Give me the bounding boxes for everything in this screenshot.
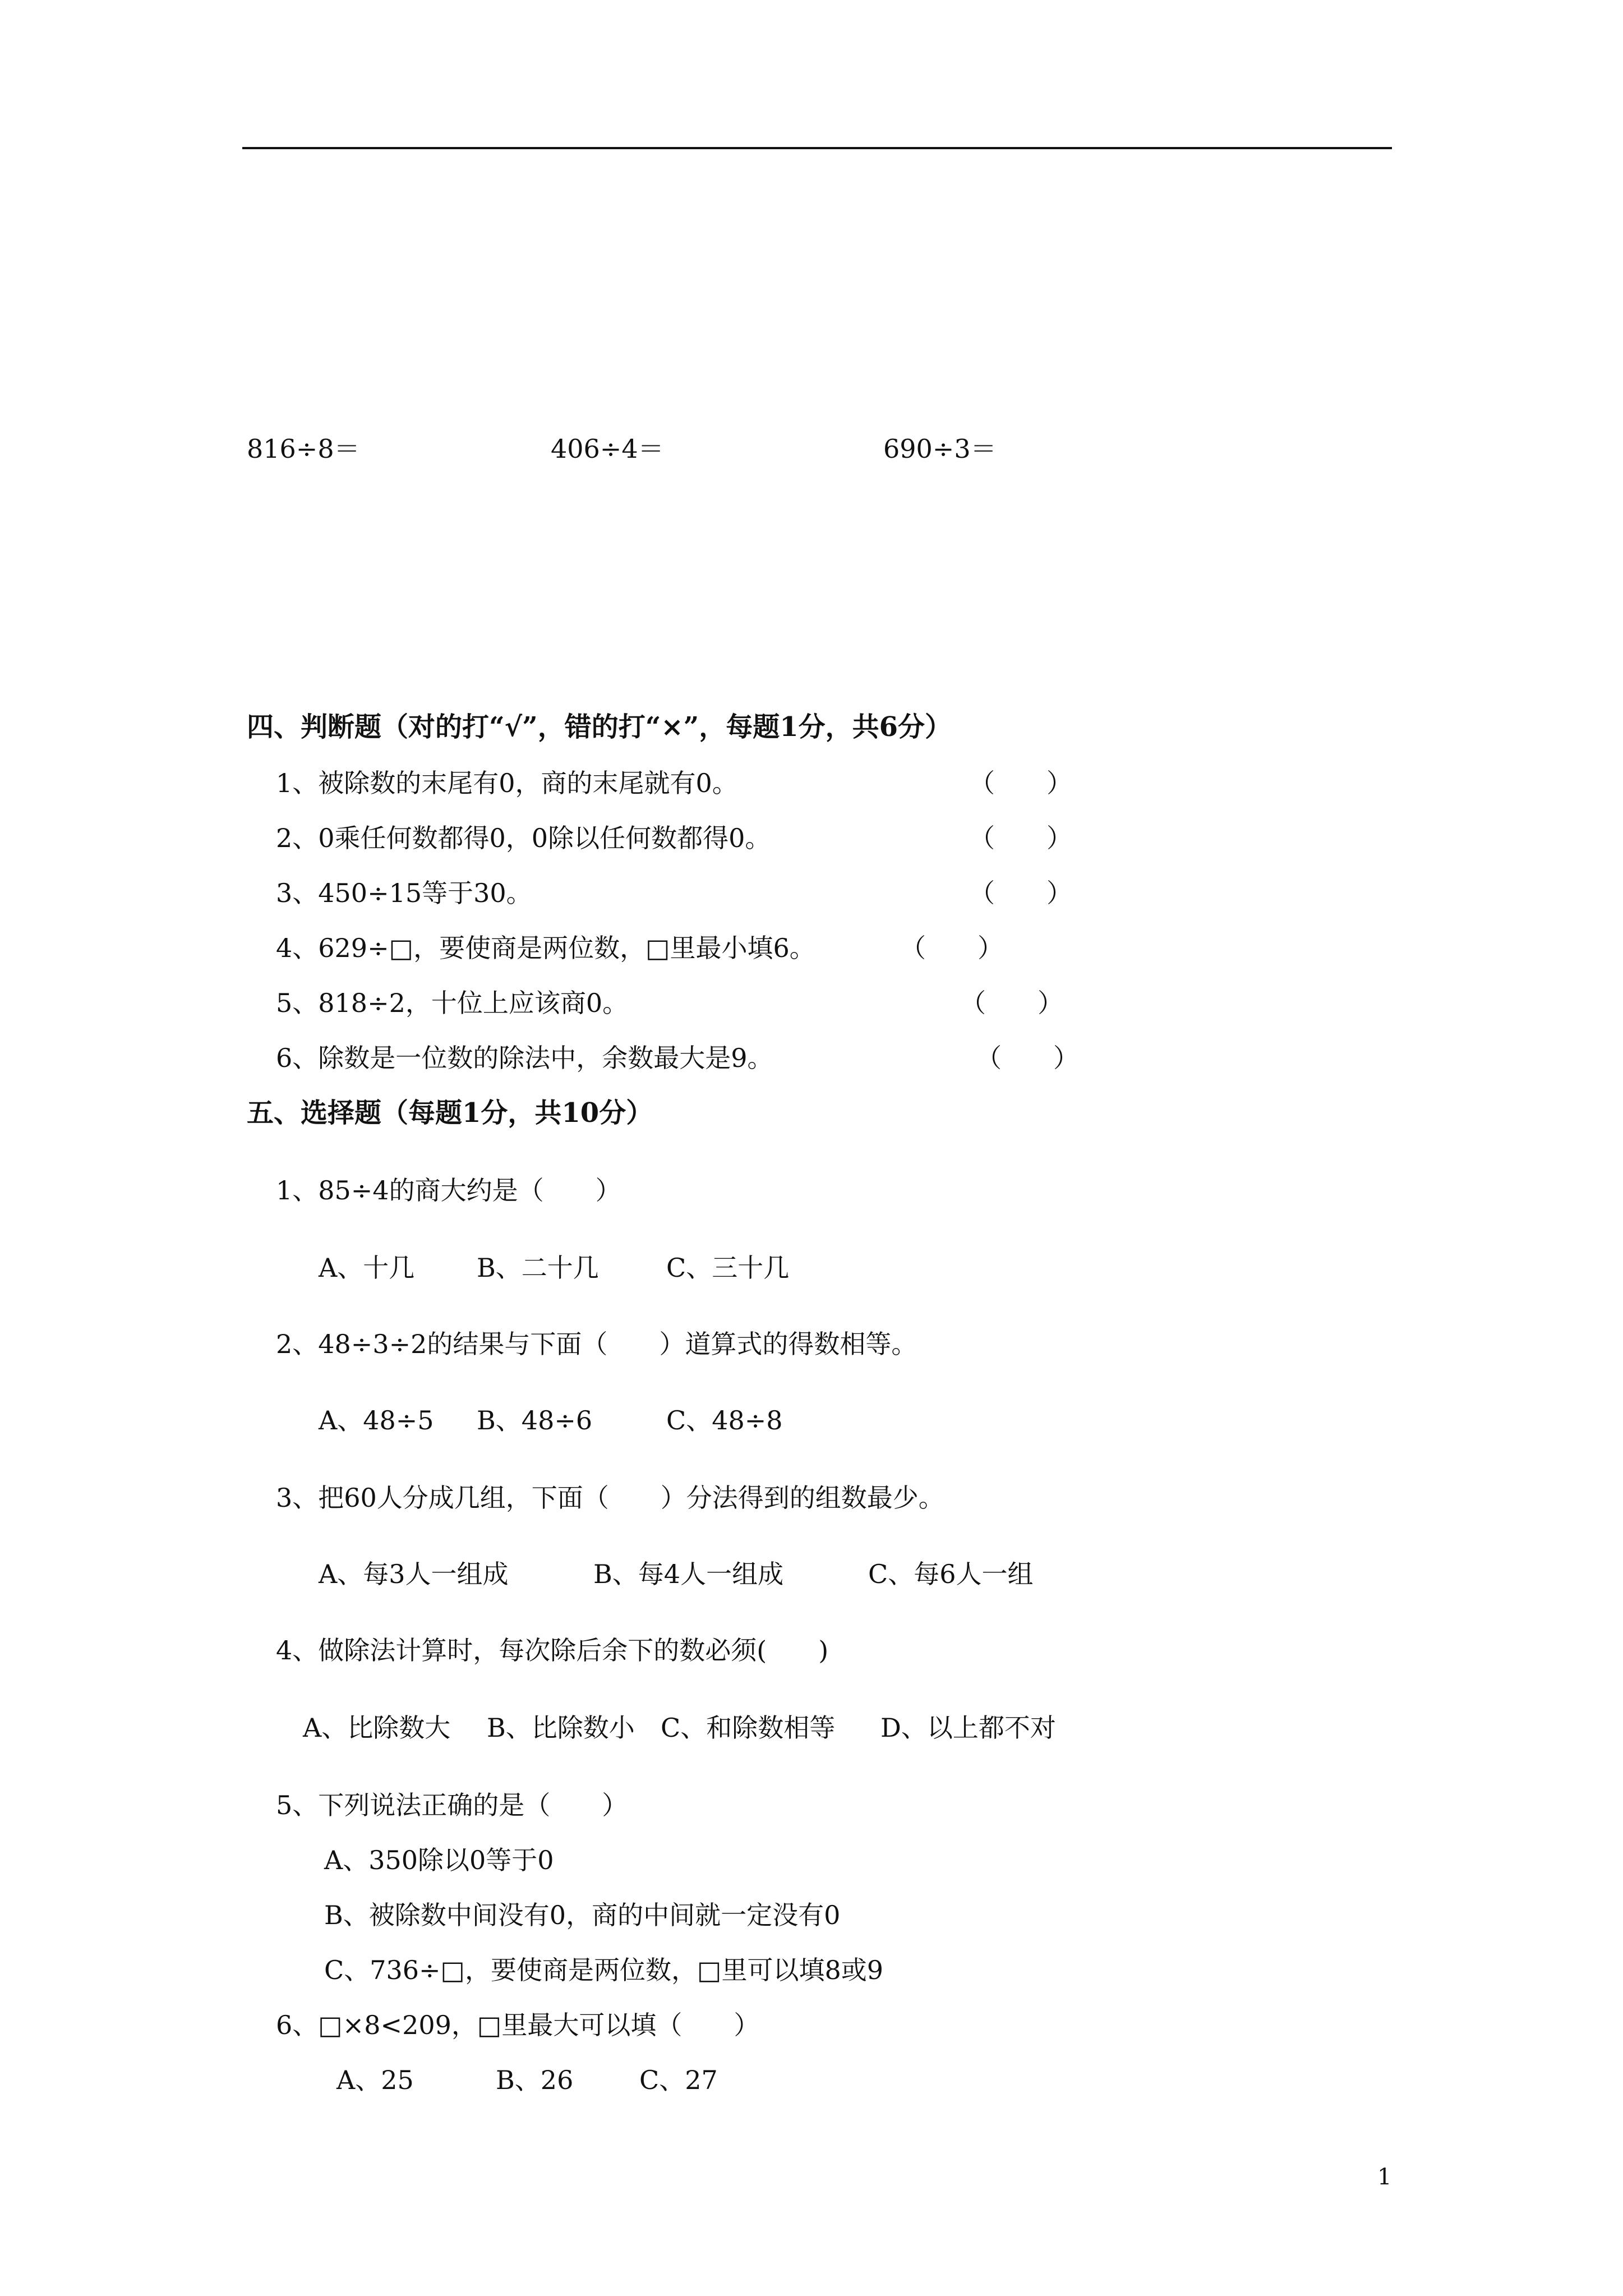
judge-item-3: 3、450÷15等于30。: [276, 878, 532, 908]
choice-q2-option-a[interactable]: A、48÷5: [319, 1405, 434, 1435]
choice-q6-option-b[interactable]: B、26: [496, 2065, 574, 2095]
choice-q3-option-c[interactable]: C、每6人一组: [868, 1559, 1034, 1589]
judge-answer-6[interactable]: （ ）: [976, 1043, 1079, 1073]
judge-answer-3[interactable]: （ ）: [969, 878, 1072, 908]
calc-1: 816÷8＝: [247, 434, 360, 464]
choice-q1-option-b[interactable]: B、二十几: [477, 1253, 599, 1283]
choice-q4-option-b[interactable]: B、比除数小: [487, 1713, 635, 1743]
page-number: 1: [1377, 2164, 1392, 2190]
choice-q5-option-b[interactable]: B、被除数中间没有0，商的中间就一定没有0: [324, 1900, 841, 1930]
choice-q4-option-d[interactable]: D、以上都不对: [880, 1713, 1056, 1743]
choice-q3-option-b[interactable]: B、每4人一组成: [593, 1559, 784, 1589]
choice-q6-stem: 6、□×8<209，□里最大可以填（ ）: [276, 2010, 760, 2040]
choice-q4-option-c[interactable]: C、和除数相等: [661, 1713, 836, 1743]
choice-q5-stem: 5、下列说法正确的是（ ）: [276, 1790, 628, 1820]
choice-q4-stem: 4、做除法计算时，每次除后余下的数必须( ): [276, 1635, 829, 1665]
judge-item-1: 1、被除数的末尾有0，商的末尾就有0。: [276, 768, 738, 798]
choice-q2-stem: 2、48÷3÷2的结果与下面（ ）道算式的得数相等。: [276, 1329, 917, 1359]
choice-q5-option-a[interactable]: A、350除以0等于0: [324, 1845, 554, 1875]
choice-q1-stem: 1、85÷4的商大约是（ ）: [276, 1175, 621, 1205]
judge-item-4: 4、629÷□，要使商是两位数，□里最小填6。: [276, 933, 815, 963]
judge-answer-4[interactable]: （ ）: [900, 933, 1003, 963]
choice-q3-stem: 3、把60人分成几组，下面（ ）分法得到的组数最少。: [276, 1483, 944, 1513]
choice-q2-option-b[interactable]: B、48÷6: [477, 1405, 593, 1435]
choice-q3-option-a[interactable]: A、每3人一组成: [319, 1559, 509, 1589]
section5-title: 五、选择题（每题1分，共10分）: [247, 1097, 653, 1129]
choice-q1-option-c[interactable]: C、三十几: [666, 1253, 790, 1283]
choice-q1-option-a[interactable]: A、十几: [319, 1253, 415, 1283]
judge-answer-1[interactable]: （ ）: [969, 768, 1072, 798]
choice-q2-option-c[interactable]: C、48÷8: [666, 1405, 783, 1435]
header-rule: [242, 147, 1392, 149]
choice-q6-option-c[interactable]: C、27: [639, 2065, 718, 2095]
choice-q5-option-c[interactable]: C、736÷□，要使商是两位数，□里可以填8或9: [324, 1955, 883, 1985]
choice-q4-option-a[interactable]: A、比除数大: [303, 1713, 451, 1743]
section4-title: 四、判断题（对的打“√”，错的打“×”，每题1分，共6分）: [247, 711, 952, 743]
calc-3: 690÷3＝: [883, 434, 997, 464]
judge-item-5: 5、818÷2，十位上应该商0。: [276, 988, 629, 1018]
calc-2: 406÷4＝: [551, 434, 664, 464]
judge-answer-2[interactable]: （ ）: [969, 823, 1072, 853]
judge-answer-5[interactable]: （ ）: [960, 988, 1063, 1018]
choice-q6-option-a[interactable]: A、25: [336, 2065, 414, 2095]
judge-item-2: 2、0乘任何数都得0，0除以任何数都得0。: [276, 823, 771, 853]
judge-item-6: 6、除数是一位数的除法中，余数最大是9。: [276, 1043, 773, 1073]
